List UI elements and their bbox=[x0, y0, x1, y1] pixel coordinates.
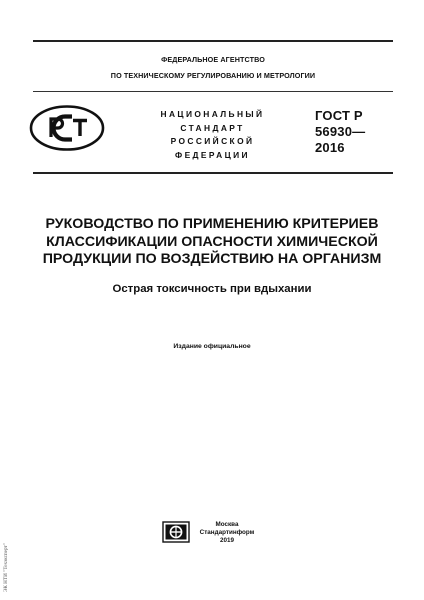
side-watermark: ЭК НТИ "Техэксперт" bbox=[3, 543, 9, 592]
publisher-city: Москва bbox=[215, 521, 239, 528]
standard-type-block bbox=[150, 108, 275, 162]
standard-type-line: НАЦИОНАЛЬНЫЙ bbox=[160, 109, 265, 119]
title-line: РУКОВОДСТВО ПО ПРИМЕНЕНИЮ КРИТЕРИЕВ bbox=[45, 216, 379, 232]
standard-code-line: ГОСТ Р bbox=[315, 108, 363, 123]
header-divider bbox=[33, 91, 393, 92]
agency-name-line-1: ФЕДЕРАЛЬНОЕ АГЕНТСТВО bbox=[161, 55, 265, 64]
standard-code-block bbox=[315, 108, 395, 156]
publisher-name: Стандартинформ bbox=[199, 529, 255, 536]
standard-code-line: 2016 bbox=[315, 140, 345, 155]
edition-label: Издание официальное bbox=[173, 343, 251, 350]
standartinform-logo-icon bbox=[162, 521, 190, 543]
title-line: КЛАССИФИКАЦИИ ОПАСНОСТИ ХИМИЧЕСКОЙ bbox=[46, 233, 378, 250]
document-title bbox=[20, 216, 404, 269]
standard-type-line: СТАНДАРТ bbox=[180, 122, 245, 133]
publisher-block bbox=[196, 521, 258, 545]
document-subtitle: Острая токсичность при вдыхании bbox=[112, 283, 312, 295]
standard-type-line: РОССИЙСКОЙ bbox=[170, 136, 255, 147]
bottom-rule bbox=[33, 172, 393, 174]
top-rule bbox=[33, 40, 393, 42]
standard-code-line: 56930— bbox=[315, 124, 366, 139]
rst-emblem-icon bbox=[28, 104, 106, 152]
standard-type-line: ФЕДЕРАЦИИ bbox=[175, 149, 250, 160]
publication-year: 2019 bbox=[219, 537, 234, 544]
title-line: ПРОДУКЦИИ ПО ВОЗДЕЙСТВИЮ НА ОРГАНИЗМ bbox=[42, 251, 382, 267]
agency-name-line-2: ПО ТЕХНИЧЕСКОМУ РЕГУЛИРОВАНИЮ И МЕТРОЛОГИИ bbox=[110, 71, 316, 80]
